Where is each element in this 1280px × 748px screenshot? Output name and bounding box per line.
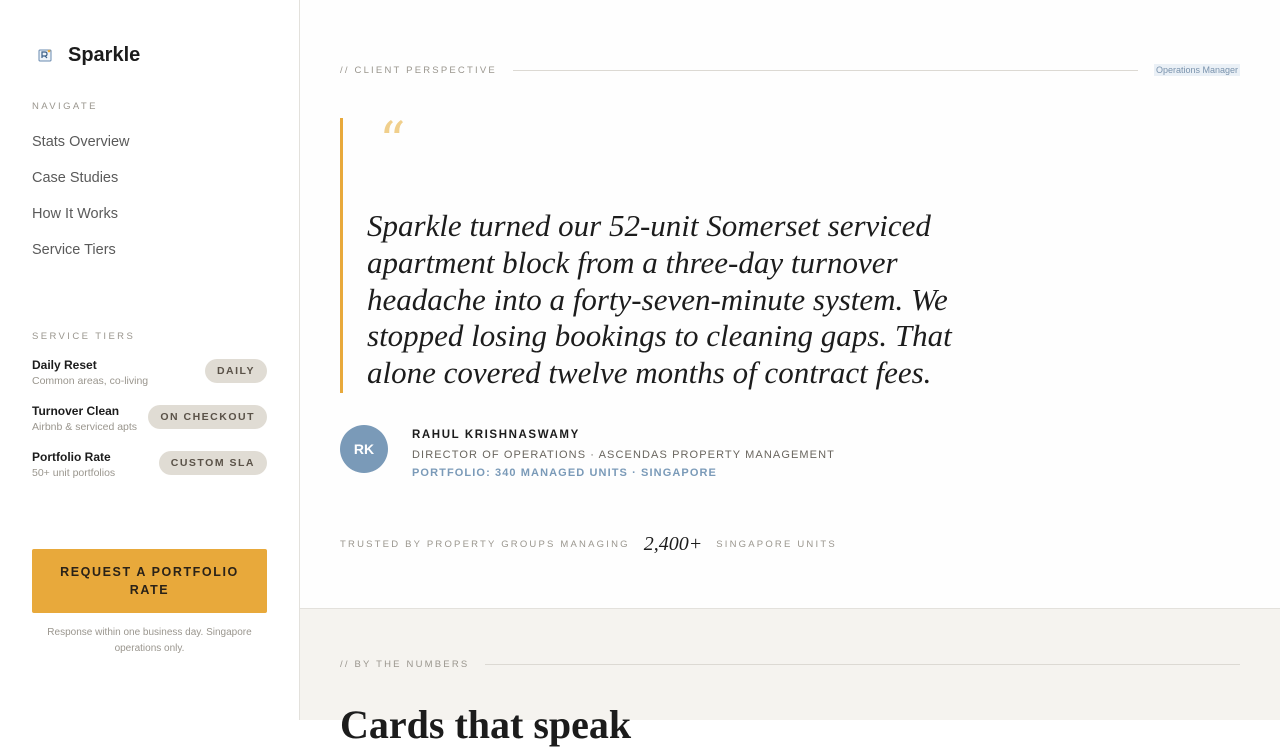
tier-badge: ON CHECKOUT — [148, 405, 267, 429]
brand-name: Sparkle — [68, 43, 141, 66]
quote-mark-icon: “ — [379, 112, 406, 172]
section-header — [340, 64, 1240, 76]
nav-item-stats-overview[interactable]: Stats Overview — [32, 134, 130, 150]
brand[interactable] — [32, 42, 140, 68]
request-portfolio-rate-button[interactable]: REQUEST A PORTFOLIO RATE — [32, 549, 267, 613]
section-heading: Cards that speak — [340, 702, 632, 747]
nav-item-case-studies[interactable]: Case Studies — [32, 170, 119, 186]
sidebar-nav — [32, 132, 130, 276]
trust-prefix: TRUSTED BY PROPERTY GROUPS MANAGING — [340, 539, 630, 550]
tier-item-daily-reset[interactable] — [32, 358, 267, 404]
sidebar — [0, 0, 300, 720]
tier-item-portfolio-rate[interactable] — [32, 450, 267, 496]
tier-title: Portfolio Rate — [32, 450, 111, 464]
tiers-section-label: SERVICE TIERS — [32, 331, 136, 342]
quote-text: Sparkle turned our 52-unit Somerset serviced apartment block from a three-day turnover headache into a forty-seven-minute system. We stopped losing bookings to cleaning gaps. That alone covered twelve months of contract fees. — [367, 208, 952, 391]
author-portfolio: PORTFOLIO: 340 MANAGED UNITS · SINGAPORE — [412, 467, 717, 479]
role-tag: Operations Manager — [1155, 65, 1238, 75]
tier-subtitle: 50+ unit portfolios — [32, 467, 116, 479]
nav-item-how-it-works[interactable]: How It Works — [32, 206, 118, 222]
tier-title: Turnover Clean — [32, 404, 120, 418]
tier-subtitle: Common areas, co-living — [32, 375, 149, 387]
nav-item-service-tiers[interactable]: Service Tiers — [32, 242, 116, 258]
avatar: RK — [340, 425, 388, 473]
trust-suffix: SINGAPORE UNITS — [716, 539, 837, 550]
tier-badge: CUSTOM SLA — [159, 451, 267, 475]
section-header — [340, 658, 1240, 670]
tier-list — [32, 358, 267, 496]
author-name: RAHUL KRISHNASWAMY — [412, 429, 580, 441]
tier-subtitle: Airbnb & serviced apts — [32, 421, 138, 433]
section-eyebrow: // BY THE NUMBERS — [340, 658, 470, 670]
nav-section-label: NAVIGATE — [32, 101, 98, 112]
divider — [485, 664, 1240, 665]
cta-note: Response within one business day. Singapore operations only. — [47, 627, 252, 654]
trust-number: 2,400+ — [643, 533, 703, 555]
divider — [513, 70, 1138, 71]
tier-title: Daily Reset — [32, 358, 97, 372]
main-content — [300, 0, 1280, 747]
author-card — [340, 425, 835, 479]
tier-item-turnover-clean[interactable] — [32, 404, 267, 450]
tier-badge: DAILY — [205, 359, 267, 383]
testimonial-quote — [340, 112, 1000, 393]
by-the-numbers-section — [300, 608, 1280, 747]
trust-stat — [340, 533, 837, 556]
sparkle-logo-icon — [32, 42, 58, 68]
author-info — [412, 429, 835, 479]
section-eyebrow: // CLIENT PERSPECTIVE — [340, 64, 497, 76]
client-perspective-section — [300, 0, 1280, 608]
author-role: DIRECTOR OF OPERATIONS · ASCENDAS PROPERTY MANAGEMENT — [412, 449, 835, 461]
